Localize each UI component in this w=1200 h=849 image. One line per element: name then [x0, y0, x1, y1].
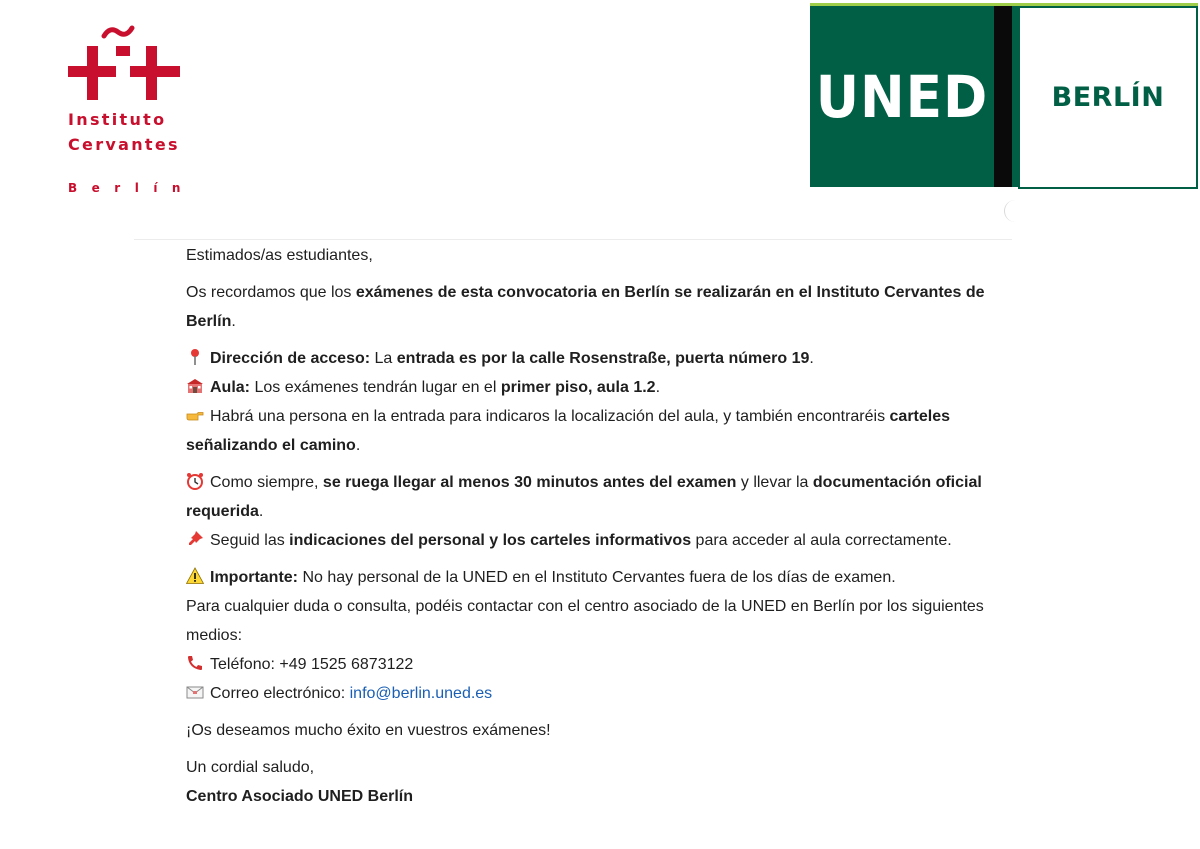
telephone-receiver-icon [186, 654, 204, 672]
decorative-arc [1004, 200, 1017, 222]
uned-logo-city: BERLÍN [1051, 82, 1165, 113]
warning-icon [186, 567, 204, 585]
email-link[interactable]: info@berlin.uned.es [349, 685, 493, 702]
cervantes-logo-line1: Instituto [68, 110, 167, 129]
cervantes-emblem-icon [66, 24, 186, 104]
pointing-hand-icon [186, 406, 204, 424]
round-pushpin-icon [186, 348, 204, 366]
uned-berlin-logo [810, 3, 1198, 189]
intro-paragraph: Os recordamos que los exámenes de esta convocatoria en Berlín se realizarán en el Instituto Cervantes de Berlín. [186, 284, 985, 330]
uned-green-panel [810, 6, 994, 187]
signature: Centro Asociado UNED Berlín [186, 788, 413, 805]
contact-intro: Para cualquier duda o consulta, podéis contactar con el centro asociado de la UNED en Berlín por los siguientes medios: [186, 598, 984, 644]
instituto-cervantes-logo [66, 24, 196, 200]
arrival-line: Como siempre, se ruega llegar al menos 30 minutos antes del examen y llevar la documentación oficial requerida. [186, 474, 982, 520]
guide-line: Habrá una persona en la entrada para indicaros la localización del aula, y también encontraréis carteles señalizando el camino. [186, 408, 951, 454]
school-icon [186, 377, 204, 395]
email-body [186, 240, 1006, 811]
cervantes-logo-line2: Cervantes [68, 135, 180, 154]
greeting: Estimados/as estudiantes, [186, 247, 373, 264]
mail-line: Correo electrónico: info@berlin.uned.es [186, 679, 1006, 708]
address-line: Dirección de acceso: La entrada es por la calle Rosenstraße, puerta número 19. [186, 344, 1006, 373]
uned-city-panel [1018, 6, 1198, 189]
wish-line: ¡Os deseamos mucho éxito en vuestros exámenes! [186, 722, 551, 739]
pushpin-icon [186, 530, 204, 548]
alarm-clock-icon [186, 472, 204, 490]
closing-line: Un cordial saludo, [186, 759, 315, 776]
envelope-icon [186, 683, 204, 701]
phone-line: Teléfono: +49 1525 6873122 [186, 650, 1006, 679]
cervantes-logo-city: Berlín [68, 181, 195, 195]
logo-divider-bar [994, 6, 1012, 187]
uned-wordmark: UNED [815, 62, 989, 131]
follow-line: Seguid las indicaciones del personal y los carteles informativos para acceder al aula correctamente. [186, 526, 1006, 555]
important-line: Importante: No hay personal de la UNED en el Instituto Cervantes fuera de los días de examen. [186, 563, 1006, 592]
room-line: Aula: Los exámenes tendrán lugar en el primer piso, aula 1.2. [186, 373, 1006, 402]
